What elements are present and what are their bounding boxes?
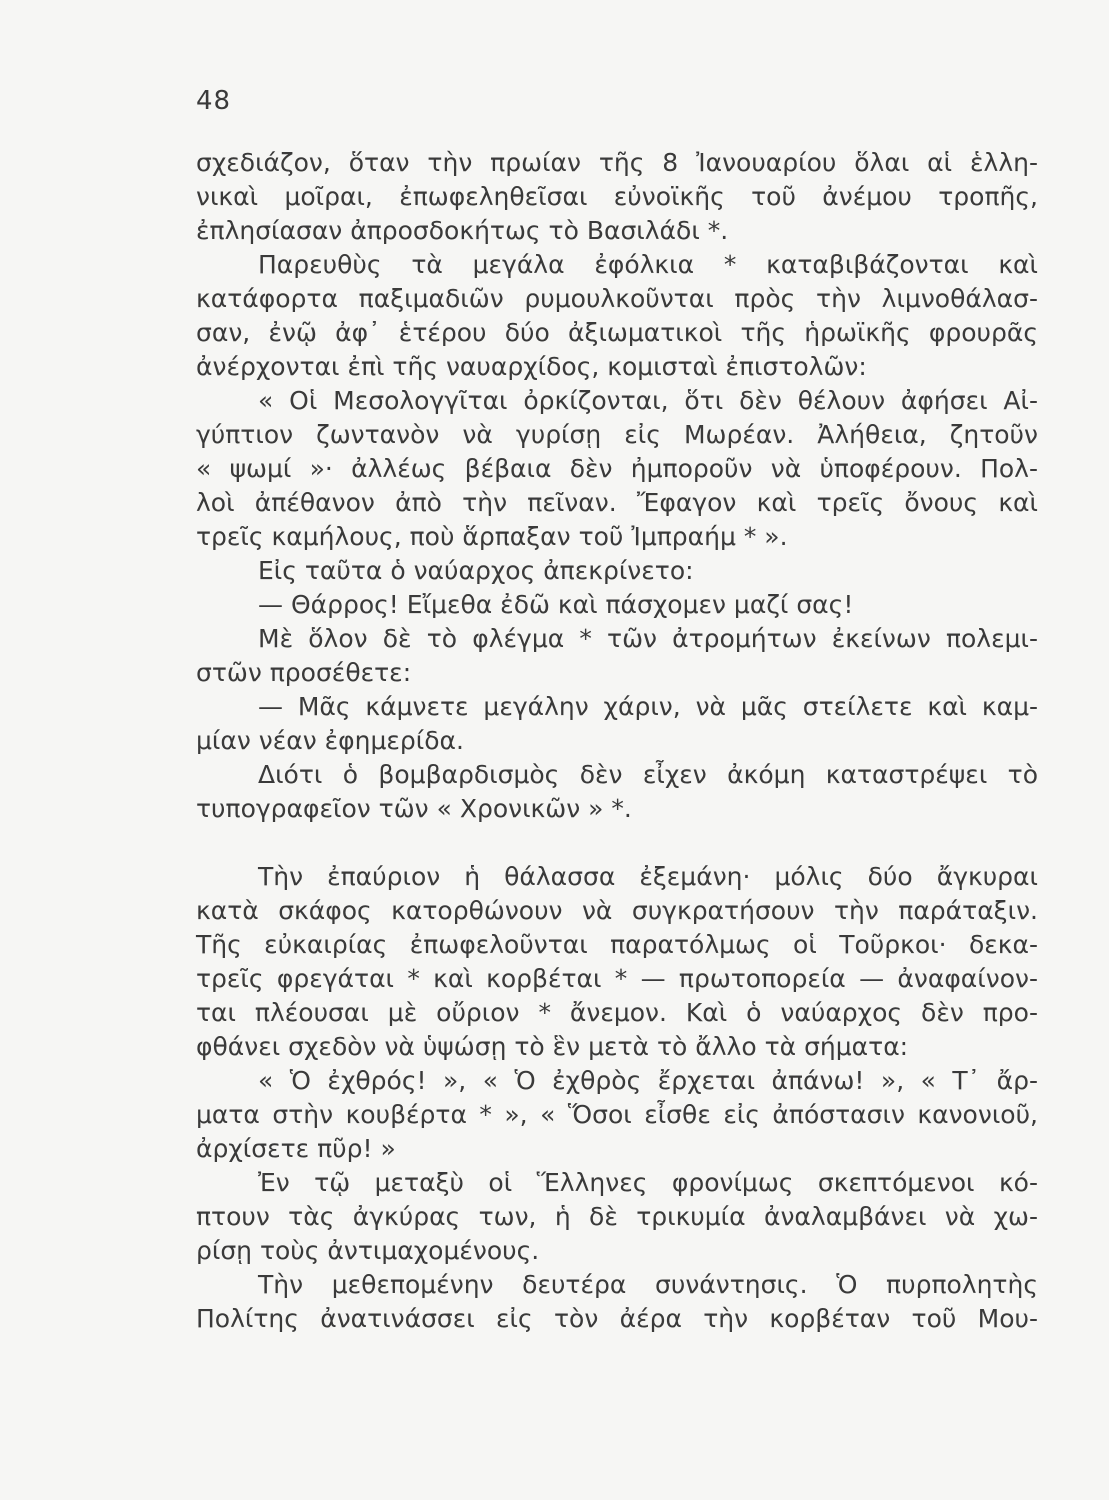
text-line: τρεῖς καμήλους, ποὺ ἅρπαξαν τοῦ Ἰμπραήμ * ». xyxy=(196,522,788,551)
text-line: ται πλέουσαι μὲ οὔριον * ἄνεμον. Καὶ ὁ ναύαρχος δὲν προ- xyxy=(196,998,1038,1027)
text-line: ἀνέρχονται ἐπὶ τῆς ναυαρχίδος, κομισταὶ ἐπιστολῶν: xyxy=(196,352,867,381)
text-line: Ἐν τῷ μεταξὺ οἱ Ἕλληνες φρονίμως σκεπτόμενοι κό- xyxy=(258,1168,1038,1197)
text-line: σαν, ἐνῷ ἀφ᾽ ἑτέρου δύο ἀξιωματικοὶ τῆς ἡρωϊκῆς φρουρᾶς xyxy=(196,318,1038,347)
body-text xyxy=(196,146,1038,1336)
text-line: Τῆς εὐκαιρίας ἐπωφελοῦνται παρατόλμως οἱ Τοῦρκοι· δεκα- xyxy=(196,930,1038,959)
text-line: κατάφορτα παξιμαδιῶν ρυμουλκοῦνται πρὸς τὴν λιμνοθάλασ- xyxy=(196,284,1038,313)
text-line: ρίσῃ τοὺς ἀντιμαχομένους. xyxy=(196,1236,540,1265)
text-line: « Ὁ ἐχθρός! », « Ὁ ἐχθρὸς ἔρχεται ἀπάνω! », « Τ᾽ ἄρ- xyxy=(258,1066,1038,1095)
page-number: 48 xyxy=(196,86,232,116)
text-line: στῶν προσέθετε: xyxy=(196,658,412,687)
text-line: τυπογραφεῖον τῶν « Χρονικῶν » *. xyxy=(196,794,632,823)
text-line: σχεδιάζον, ὅταν τὴν πρωίαν τῆς 8 Ἰανουαρίου ὅλαι αἱ ἑλλη- xyxy=(196,148,1038,177)
text-line: Μὲ ὅλον δὲ τὸ φλέγμα * τῶν ἀτρομήτων ἐκείνων πολεμι- xyxy=(258,624,1038,653)
text-line: ἐπλησίασαν ἀπροσδοκήτως τὸ Βασιλάδι *. xyxy=(196,216,729,245)
text-line: — Θάρρος! Εἴμεθα ἐδῶ καὶ πάσχομεν μαζί σας! xyxy=(258,590,854,619)
text-line: γύπτιον ζωντανὸν νὰ γυρίσῃ εἰς Μωρέαν. Ἀλήθεια, ζητοῦν xyxy=(196,420,1038,449)
text-line: Εἰς ταῦτα ὁ ναύαρχος ἀπεκρίνετο: xyxy=(258,556,694,585)
text-line: Πολίτης ἀνατινάσσει εἰς τὸν ἀέρα τὴν κορβέταν τοῦ Μου- xyxy=(196,1304,1038,1333)
text-line: « Οἱ Μεσολογγῖται ὀρκίζονται, ὅτι δὲν θέλουν ἀφήσει Αἰ- xyxy=(258,386,1038,415)
text-line: λοὶ ἀπέθανον ἀπὸ τὴν πεῖναν. Ἔφαγον καὶ τρεῖς ὄνους καὶ xyxy=(196,488,1038,517)
text-line: Διότι ὁ βομβαρδισμὸς δὲν εἶχεν ἀκόμη καταστρέψει τὸ xyxy=(258,760,1038,789)
text-line: Τὴν μεθεπομένην δευτέρα συνάντησις. Ὁ πυρπολητὴς xyxy=(258,1270,1038,1299)
text-line: ἀρχίσετε πῦρ! » xyxy=(196,1134,396,1163)
text-line: — Μᾶς κάμνετε μεγάλην χάριν, νὰ μᾶς στείλετε καὶ καμ- xyxy=(258,692,1038,721)
text-line: « ψωμί »· ἀλλέως βέβαια δὲν ἠμποροῦν νὰ ὑποφέρουν. Πολ- xyxy=(196,454,1038,483)
text-line: Παρευθὺς τὰ μεγάλα ἐφόλκια * καταβιβάζονται καὶ xyxy=(258,250,1038,279)
text-line: τρεῖς φρεγάται * καὶ κορβέται * — πρωτοπορεία — ἀναφαίνον- xyxy=(196,964,1038,993)
text-line: μίαν νέαν ἐφημερίδα. xyxy=(196,726,464,755)
text-line: νικαὶ μοῖραι, ἐπωφεληθεῖσαι εὐνοϊκῆς τοῦ ἀνέμου τροπῆς, xyxy=(196,182,1038,211)
text-line: φθάνει σχεδὸν νὰ ὑψώσῃ τὸ ἓν μετὰ τὸ ἄλλο τὰ σήματα: xyxy=(196,1032,909,1061)
text-line: κατὰ σκάφος κατορθώνουν νὰ συγκρατήσουν τὴν παράταξιν. xyxy=(196,896,1038,925)
text-line: πτουν τὰς ἀγκύρας των, ἡ δὲ τρικυμία ἀναλαμβάνει νὰ χω- xyxy=(196,1202,1038,1231)
text-line: Τὴν ἐπαύριον ἡ θάλασσα ἐξεμάνη· μόλις δύο ἄγκυραι xyxy=(258,862,1038,891)
text-line: ματα στὴν κουβέρτα * », « Ὅσοι εἶσθε εἰς ἀπόστασιν κανονιοῦ, xyxy=(196,1100,1038,1129)
